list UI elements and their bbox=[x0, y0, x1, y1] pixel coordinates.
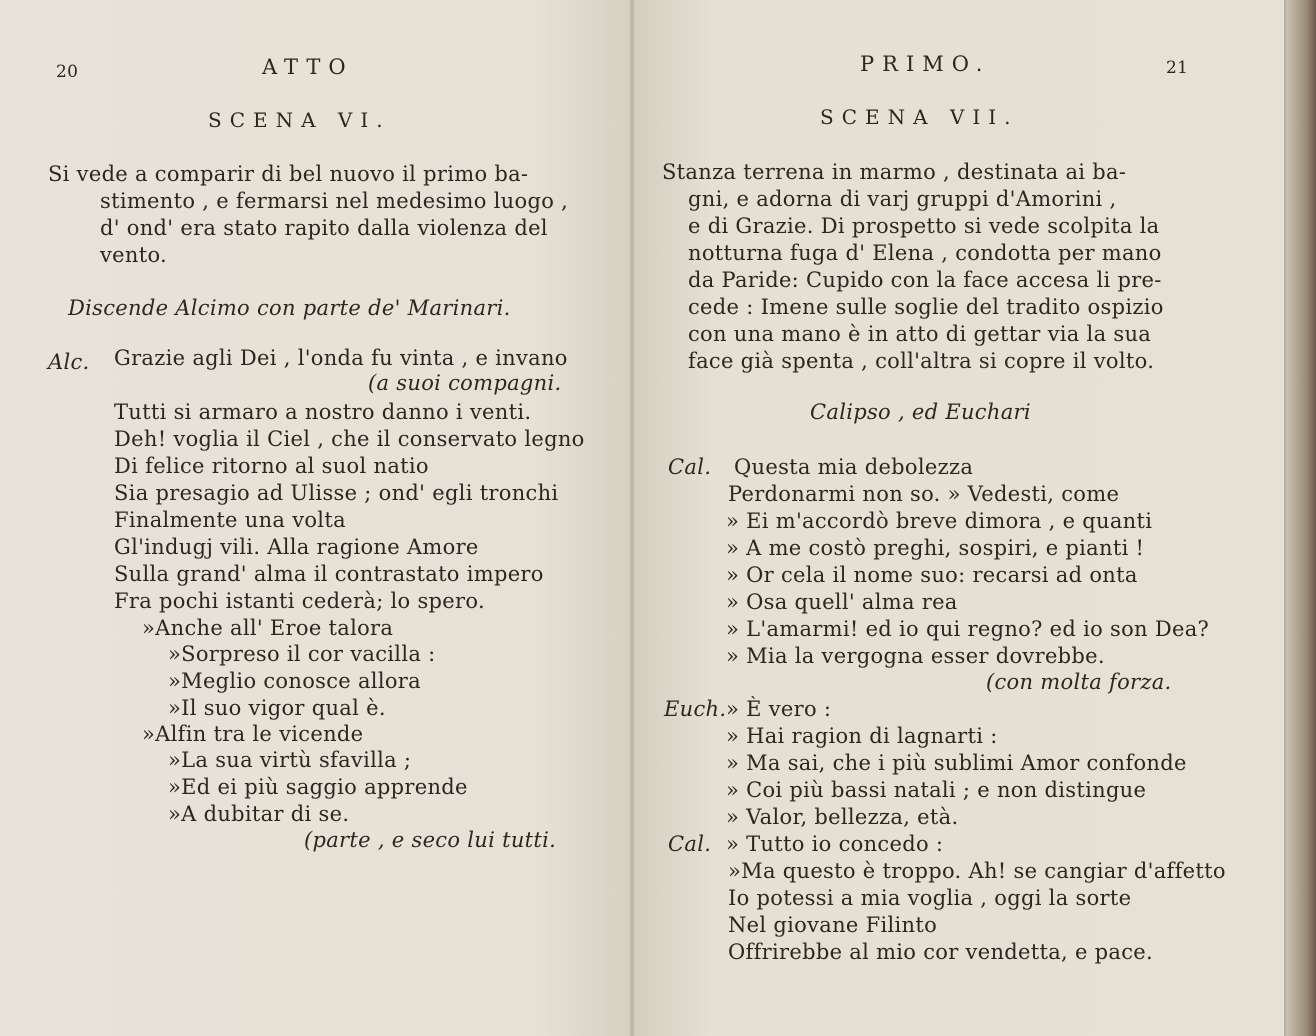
stage-direction-line: vento. bbox=[100, 243, 168, 267]
verse-line: Fra pochi istanti cederà; lo spero. bbox=[114, 589, 485, 613]
verse-line: » L'amarmi! ed io qui regno? ed io son Dea? bbox=[726, 617, 1210, 641]
verse-line: » Tutto io concedo : bbox=[726, 832, 944, 856]
stage-direction-line: da Paride: Cupido con la face accesa li pre- bbox=[688, 268, 1162, 292]
stage-direction-line: con una mano è in atto di gettar via la sua bbox=[688, 322, 1152, 346]
aside-direction: (con molta forza. bbox=[986, 670, 1172, 694]
running-head: ATTO bbox=[262, 55, 354, 79]
speaker-label: Euch. bbox=[664, 697, 727, 721]
stage-direction-line: stimento , e fermarsi nel medesimo luogo , bbox=[100, 189, 569, 213]
stage-direction-line: Si vede a comparir di bel nuovo il primo ba- bbox=[48, 162, 529, 186]
stage-direction-line: gni, e adorna di varj gruppi d'Amorini , bbox=[688, 187, 1117, 211]
verse-line: » Hai ragion di lagnarti : bbox=[726, 724, 998, 748]
verse-line: Offrirebbe al mio cor vendetta, e pace. bbox=[728, 940, 1154, 964]
verse-line: Sulla grand' alma il contrastato impero bbox=[114, 562, 544, 586]
stage-direction-line: d' ond' era stato rapito dalla violenza del bbox=[100, 216, 548, 240]
left-page bbox=[0, 0, 632, 1036]
verse-line: »Anche all' Eroe talora bbox=[142, 616, 394, 640]
characters-heading: Calipso , ed Euchari bbox=[810, 400, 1031, 424]
exit-direction: (parte , e seco lui tutti. bbox=[304, 828, 557, 852]
running-head: PRIMO. bbox=[860, 52, 991, 76]
right-page bbox=[634, 0, 1286, 1036]
verse-line: »A dubitar di se. bbox=[168, 802, 350, 826]
verse-line: » Or cela il nome suo: recarsi ad onta bbox=[726, 563, 1138, 587]
verse-line: » Valor, bellezza, età. bbox=[726, 805, 959, 829]
verse-line: Sia presagio ad Ulisse ; ond' egli tronchi bbox=[114, 481, 559, 505]
stage-direction-line: Stanza terrena in marmo , destinata ai ba- bbox=[662, 160, 1127, 184]
verse-line: Grazie agli Dei , l'onda fu vinta , e invano bbox=[114, 346, 568, 370]
stage-direction-line: cede : Imene sulle soglie del tradito ospizio bbox=[688, 295, 1164, 319]
verse-line: » Mia la vergogna esser dovrebbe. bbox=[726, 644, 1105, 668]
verse-line: »Meglio conosce allora bbox=[168, 669, 421, 693]
aside-direction: (a suoi compagni. bbox=[368, 371, 562, 395]
speaker-label: Cal. bbox=[668, 832, 712, 856]
verse-line: »Alfin tra le vicende bbox=[142, 722, 364, 746]
stage-direction-line: face già spenta , coll'altra si copre il volto. bbox=[688, 349, 1155, 373]
verse-line: »Ma questo è troppo. Ah! se cangiar d'affetto bbox=[728, 859, 1226, 883]
verse-line: »La sua virtù sfavilla ; bbox=[168, 748, 412, 772]
speaker-label: Alc. bbox=[48, 350, 90, 374]
verse-line: »Ed ei più saggio apprende bbox=[168, 775, 468, 799]
verse-line: » Coi più bassi natali ; e non distingue bbox=[726, 778, 1147, 802]
stage-direction-line: e di Grazie. Di prospetto si vede scolpita la bbox=[688, 214, 1160, 238]
page-number: 20 bbox=[56, 62, 79, 82]
verse-line: Questa mia debolezza bbox=[734, 455, 974, 479]
verse-line: Deh! voglia il Ciel , che il conservato legno bbox=[114, 427, 585, 451]
verse-line: Io potessi a mia voglia , oggi la sorte bbox=[728, 886, 1132, 910]
stage-direction-line: notturna fuga d' Elena , condotta per mano bbox=[688, 241, 1162, 265]
page-number: 21 bbox=[1166, 58, 1189, 78]
scene-title: SCENA VII. bbox=[820, 105, 1019, 129]
verse-line: »Il suo vigor qual è. bbox=[168, 696, 386, 720]
verse-line: Nel giovane Filinto bbox=[728, 913, 938, 937]
book-fore-edge bbox=[1284, 0, 1316, 1036]
entrance-direction: Discende Alcimo con parte de' Marinari. bbox=[68, 296, 511, 320]
verse-line: »Sorpreso il cor vacilla : bbox=[168, 642, 436, 666]
verse-line: » Ei m'accordò breve dimora , e quanti bbox=[726, 509, 1153, 533]
verse-line: » A me costò preghi, sospiri, e pianti ! bbox=[726, 536, 1145, 560]
verse-line: Tutti si armaro a nostro danno i venti. bbox=[114, 400, 532, 424]
verse-line: Di felice ritorno al suol natio bbox=[114, 454, 429, 478]
speaker-label: Cal. bbox=[668, 455, 712, 479]
verse-line: Gl'indugj vili. Alla ragione Amore bbox=[114, 535, 479, 559]
verse-line: Perdonarmi non so. » Vedesti, come bbox=[728, 482, 1120, 506]
verse-line: Finalmente una volta bbox=[114, 508, 346, 532]
verse-line: » È vero : bbox=[726, 697, 832, 721]
verse-line: » Osa quell' alma rea bbox=[726, 590, 958, 614]
verse-line: » Ma sai, che i più sublimi Amor confonde bbox=[726, 751, 1187, 775]
scene-title: SCENA VI. bbox=[208, 108, 391, 132]
